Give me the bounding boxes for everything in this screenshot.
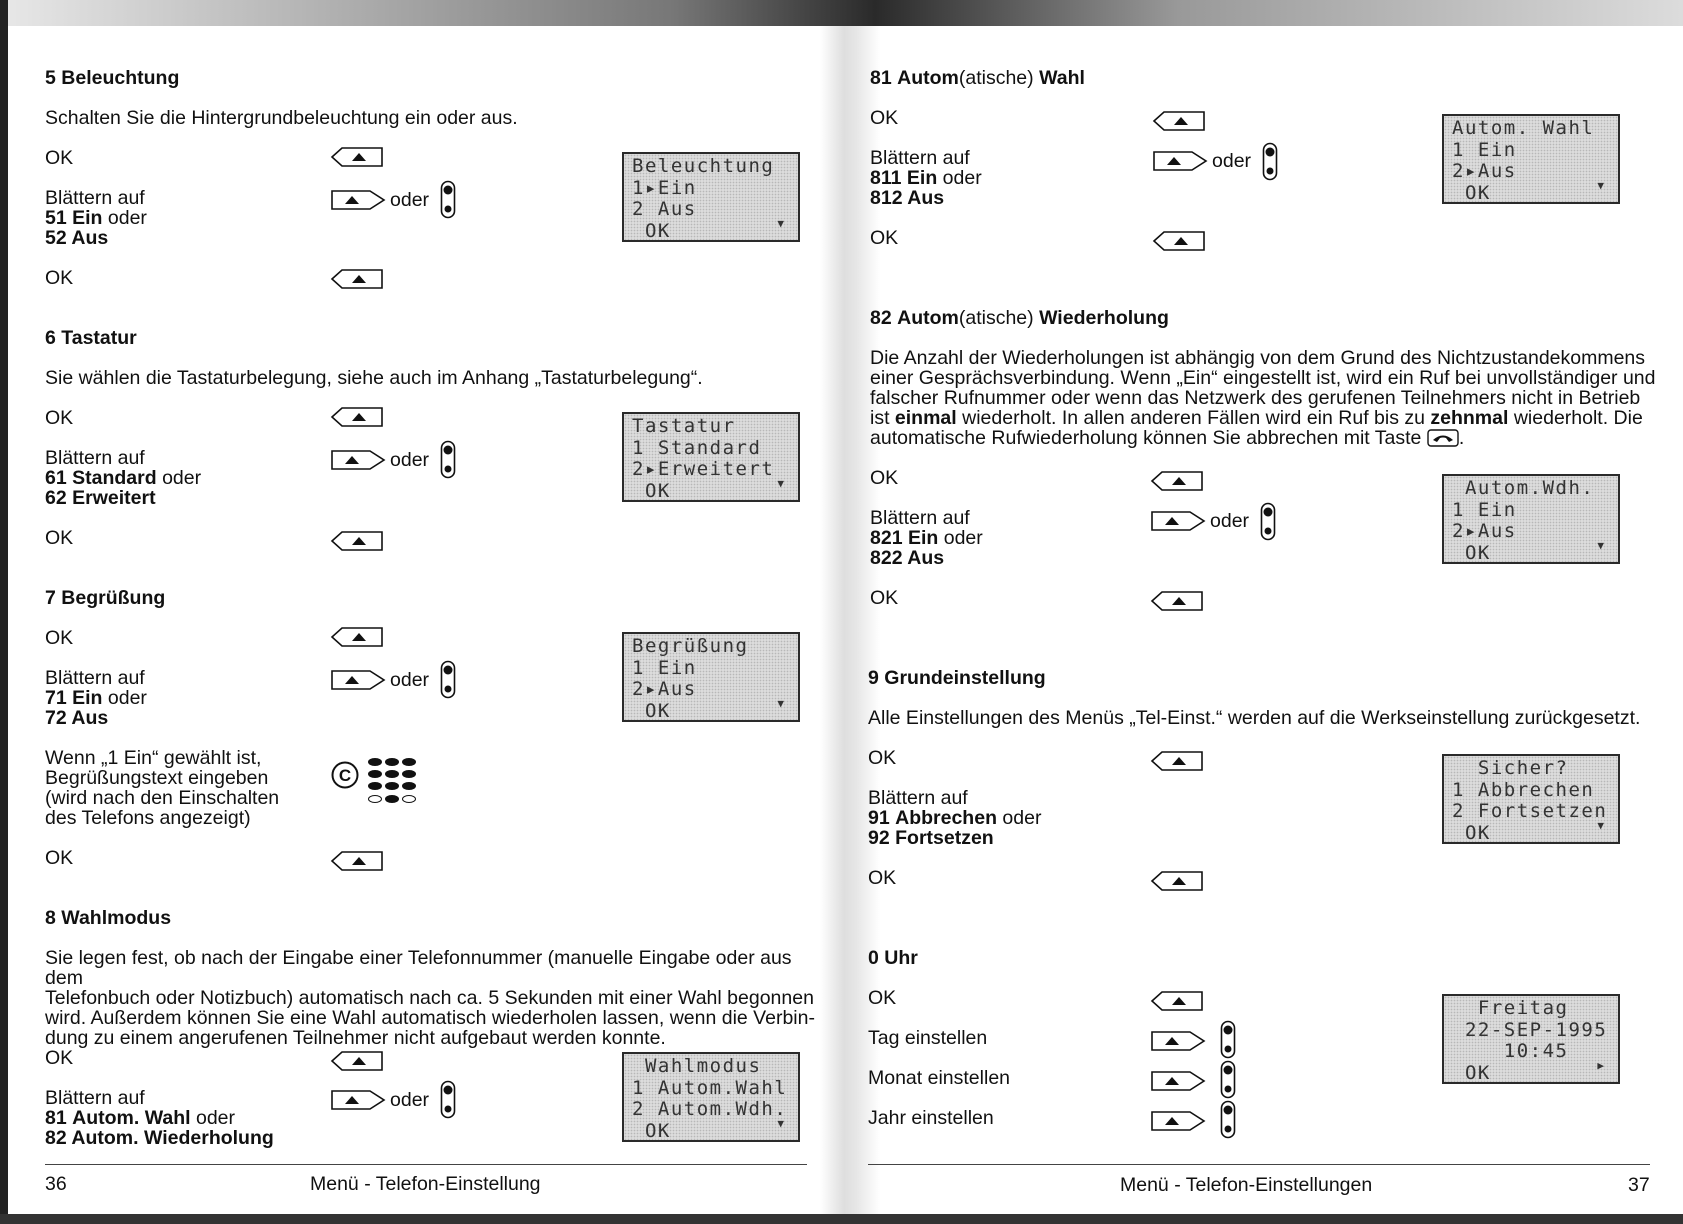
oder-label: oder: [390, 1089, 430, 1111]
rocker-key-icon: [1220, 1100, 1236, 1140]
scroll-label: Blättern auf: [870, 507, 970, 529]
day-label: Tag einstellen: [868, 1027, 988, 1049]
ok-softkey-icon: [1150, 990, 1206, 1012]
page-37: [840, 0, 1683, 1224]
down-arrow-icon: ▼: [1597, 178, 1604, 192]
lcd-display: Begrüßung 1 Ein 2▸Aus OK ▼: [622, 632, 800, 722]
section-5-desc: Schalten Sie die Hintergrundbeleuchtung ein oder aus.: [45, 107, 518, 129]
ok-label: OK: [870, 227, 899, 249]
ok-softkey-icon: [330, 626, 386, 648]
down-arrow-icon: ▼: [1597, 818, 1604, 832]
section-0-title: 0 Uhr: [868, 947, 918, 969]
option-52: 52 Aus: [45, 227, 109, 249]
year-label: Jahr einstellen: [868, 1107, 994, 1129]
ok-softkey-icon: [330, 1050, 386, 1072]
ok-label: OK: [870, 467, 899, 489]
down-arrow-icon: ▼: [777, 696, 784, 710]
ok-label: OK: [870, 587, 899, 609]
option-92: 92 Fortsetzen: [868, 827, 994, 849]
ok-label: OK: [868, 867, 897, 889]
ok-softkey-icon: [1152, 110, 1208, 132]
ok-softkey-icon: [330, 850, 386, 872]
ok-label: OK: [868, 747, 897, 769]
oder-label: oder: [1212, 150, 1252, 172]
option-82: 82 Autom. Wiederholung: [45, 1127, 274, 1149]
section-7-note: Wenn „1 Ein“ gewählt ist, Begrüßungstext eingeben (wird nach den Einschalten des Telefons angezeigt): [45, 747, 280, 829]
lcd-display: Beleuchtung 1▸Ein 2 Aus OK ▼: [622, 152, 800, 242]
ok-label: OK: [868, 987, 897, 1009]
scroll-key-icon: [330, 1089, 386, 1111]
scroll-key-icon: [1152, 150, 1208, 172]
clear-key-icon: [330, 760, 360, 790]
ok-label: OK: [45, 527, 74, 549]
ok-softkey-icon: [1150, 470, 1206, 492]
option-91: 91 Abbrechen oder: [868, 807, 1042, 829]
rocker-key-icon: [1262, 142, 1278, 182]
option-811: 811 Ein oder: [870, 167, 982, 189]
section-6-desc: Sie wählen die Tastaturbelegung, siehe auch im Anhang „Tastaturbelegung“.: [45, 367, 703, 389]
option-72: 72 Aus: [45, 707, 109, 729]
ok-softkey-icon: [330, 406, 386, 428]
scroll-key-icon: [330, 189, 386, 211]
option-812: 812 Aus: [870, 187, 945, 209]
scroll-key-icon: [1150, 1030, 1206, 1052]
ok-softkey-icon: [330, 530, 386, 552]
scroll-key-icon: [1150, 1070, 1206, 1092]
section-6-title: 6 Tastatur: [45, 327, 137, 349]
ok-label: OK: [45, 1047, 74, 1069]
scroll-label: Blättern auf: [45, 1087, 145, 1109]
option-61: 61 Standard oder: [45, 467, 202, 489]
section-81-title: 81 Autom(atische) Wahl: [870, 67, 1085, 89]
ok-softkey-icon: [1152, 230, 1208, 252]
hangup-key-icon: [1427, 429, 1459, 447]
section-8-desc: Sie legen fest, ob nach der Eingabe einer Telefonnummer (manuelle Eingabe oder aus dem Telefonbuch oder Notizbuch) automatisch nach ca. 5 Sekunden mit einer Wahl begonnen wird. Außerdem können Sie eine Wahl automatisch wiederholen lassen, wenn die Verbin- dung zu einem angerufenen Teilnehmer nicht aufgebaut werden konnte.: [45, 947, 815, 1049]
down-arrow-icon: ▼: [777, 216, 784, 230]
option-822: 822 Aus: [870, 547, 945, 569]
lcd-display: Autom.Wdh. 1 Ein 2▸Aus OK ▼: [1442, 474, 1620, 564]
section-9-title: 9 Grundeinstellung: [868, 667, 1046, 689]
oder-label: oder: [1210, 510, 1250, 532]
scroll-key-icon: [1150, 510, 1206, 532]
option-51: 51 Ein oder: [45, 207, 147, 229]
ok-softkey-icon: [1150, 750, 1206, 772]
section-82-title: 82 Autom(atische) Wiederholung: [870, 307, 1169, 329]
down-arrow-icon: ▼: [1597, 538, 1604, 552]
page-number: 36: [45, 1173, 67, 1195]
rocker-key-icon: [440, 660, 456, 700]
oder-label: oder: [390, 189, 430, 211]
down-arrow-icon: ▼: [777, 476, 784, 490]
ok-label: OK: [45, 847, 74, 869]
rocker-key-icon: [440, 180, 456, 220]
lcd-display: Tastatur 1 Standard 2▸Erweitert OK ▼: [622, 412, 800, 502]
footer-rule: [45, 1164, 807, 1165]
page-36: [0, 0, 840, 1224]
option-81: 81 Autom. Wahl oder: [45, 1107, 236, 1129]
ok-softkey-icon: [330, 268, 386, 290]
lcd-display: Freitag 22-SEP-1995 10:45 OK ▶: [1442, 994, 1620, 1084]
ok-softkey-icon: [1150, 590, 1206, 612]
rocker-key-icon: [440, 440, 456, 480]
down-arrow-icon: ▼: [777, 1116, 784, 1130]
rocker-key-icon: [440, 1080, 456, 1120]
keypad-icon: [366, 756, 420, 812]
scroll-key-icon: [1150, 1110, 1206, 1132]
lcd-display: Wahlmodus 1 Autom.Wahl 2 Autom.Wdh. OK ▼: [622, 1052, 800, 1142]
svg-text:C: C: [338, 766, 352, 785]
option-821: 821 Ein oder: [870, 527, 983, 549]
lcd-display: Sicher? 1 Abbrechen 2 Fortsetzen OK ▼: [1442, 754, 1620, 844]
section-9-desc: Alle Einstellungen des Menüs „Tel-Einst.“ werden auf die Werkseinstellung zurückgesetzt.: [868, 707, 1641, 729]
page-number: 37: [1628, 1174, 1650, 1196]
rocker-key-icon: [1220, 1020, 1236, 1060]
scroll-key-icon: [330, 669, 386, 691]
ok-label: OK: [45, 407, 74, 429]
section-8-title: 8 Wahlmodus: [45, 907, 172, 929]
ok-label: OK: [45, 147, 74, 169]
right-arrow-icon: ▶: [1597, 1058, 1604, 1072]
oder-label: oder: [390, 669, 430, 691]
ok-label: OK: [45, 627, 74, 649]
ok-softkey-icon: [1150, 870, 1206, 892]
footer-title: Menü - Telefon-Einstellung: [310, 1173, 541, 1195]
scroll-label: Blättern auf: [868, 787, 968, 809]
footer-title: Menü - Telefon-Einstellungen: [1120, 1174, 1373, 1196]
scroll-label: Blättern auf: [870, 147, 970, 169]
option-62: 62 Erweitert: [45, 487, 156, 509]
scroll-label: Blättern auf: [45, 447, 145, 469]
scroll-label: Blättern auf: [45, 667, 145, 689]
section-82-desc: Die Anzahl der Wiederholungen ist abhängig von dem Grund des Nichtzustandekommens einer Gesprächsverbindung. Wenn „Ein“ eingestellt ist, wird ein Ruf bei unvollständiger und falscher Rufnummer oder wenn das Netzwerk des gerufenen Teilnehmers nicht in Betrieb ist einmal wiederholt. In allen anderen Fällen wird ein Ruf bis zu zehnmal wiederholt. Die automatische Rufwiederholung können Sie abbrechen mit Taste .: [870, 347, 1656, 449]
lcd-display: Autom. Wahl 1 Ein 2▸Aus OK ▼: [1442, 114, 1620, 204]
month-label: Monat einstellen: [868, 1067, 1011, 1089]
ok-softkey-icon: [330, 146, 386, 168]
footer-rule: [868, 1164, 1650, 1165]
rocker-key-icon: [1220, 1060, 1236, 1100]
oder-label: oder: [390, 449, 430, 471]
rocker-key-icon: [1260, 502, 1276, 542]
section-5-title: 5 Beleuchtung: [45, 67, 180, 89]
ok-label: OK: [45, 267, 74, 289]
option-71: 71 Ein oder: [45, 687, 147, 709]
section-7-title: 7 Begrüßung: [45, 587, 166, 609]
ok-label: OK: [870, 107, 899, 129]
scroll-label: Blättern auf: [45, 187, 145, 209]
scroll-key-icon: [330, 449, 386, 471]
